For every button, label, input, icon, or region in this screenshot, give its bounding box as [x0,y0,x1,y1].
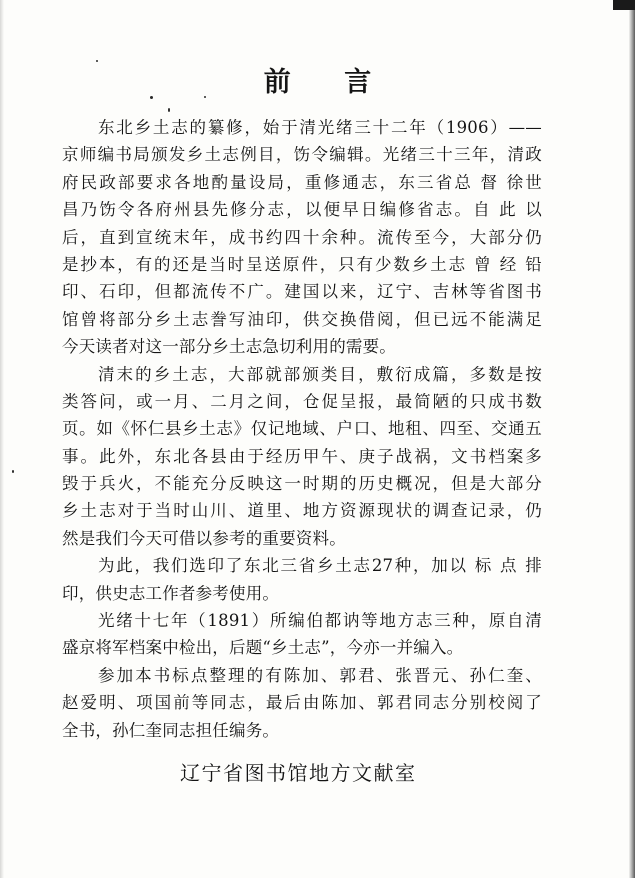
text-line: 是抄本，有的还是当时呈送原件，只有少数乡土志 曾 经 铅 [62,254,542,274]
scan-edge-right [629,0,635,878]
paragraph [62,552,542,607]
paragraph [62,114,542,361]
text-line: 京师编书局颁发乡土志例目，饬令编辑。光绪三十三年，清政 [62,145,542,165]
text-line: 乡土志对于当时山川、道里、地方资源现状的调查记录，仍 [62,501,542,521]
text-line: 后，直到宣统末年，成书约四十余种。流传至今，大部分仍 [62,227,542,247]
text-line: 东北乡土志的纂修，始于清光绪三十二年（1906）—— [98,118,542,137]
text-line: 印，供史志工作者参考使用。 [62,583,280,603]
paragraph [62,607,542,662]
text-line: 赵爱明、项国前等同志，最后由陈加、郭君同志分别校阅了 [62,693,542,713]
scan-speck [12,470,14,473]
text-line: 光绪十七年（1891）所编伯都讷等地方志三种，原自清 [98,611,542,631]
text-line: 今天读者对这一部分乡土志急切利用的需要。 [62,337,396,357]
document-body [62,114,542,744]
text-line: 昌乃饬令各府州县先修分志，以便早日编修省志。自 此 以 [62,200,542,220]
paragraph [62,662,542,744]
text-line: 毁于兵火，不能充分反映这一时期的历史概况，但是大部分 [62,474,542,494]
scan-speck [168,108,170,112]
signature: 辽宁省图书馆地方文献室 [180,761,417,785]
text-line: 清末的乡土志，大部就部颁类目，敷衍成篇，多数是按 [98,364,542,384]
text-line: 参加本书标点整理的有陈加、郭君、张晋元、孙仁奎、 [98,665,542,685]
text-line: 馆曾将部分乡土志誊写油印，供交换借阅，但已远不能满足 [62,309,542,329]
paragraph [62,361,542,553]
text-line: 印、石印，但都流传不广。建国以来，辽宁、吉林等省图书 [62,282,542,302]
text-line: 页。如《怀仁县乡土志》仅记地域、户口、地租、四至、交通五 [62,419,542,439]
text-line: 为此，我们选印了东北三省乡土志27种，加以 标 点 排 [98,556,542,576]
scan-edge-left [0,0,4,878]
page-title: 前 言 [263,67,394,98]
text-line: 全书，孙仁奎同志担任编务。 [62,720,280,740]
scan-corner-mark [613,0,635,10]
text-line: 盛京将军档案中检出，后题“乡土志”，今亦一并编入。 [62,638,464,658]
text-line: 类答问，或一月、二月之间，仓促呈报，最简陋的只成书数 [62,391,542,411]
text-line: 事。此外，东北各县由于经历甲午、庚子战祸，文书档案多 [62,446,542,466]
text-line: 然是我们今天可借以参考的重要资料。 [62,528,346,548]
text-line: 府民政部要求各地酌量设局，重修通志，东三省总 督 徐世 [62,172,542,192]
